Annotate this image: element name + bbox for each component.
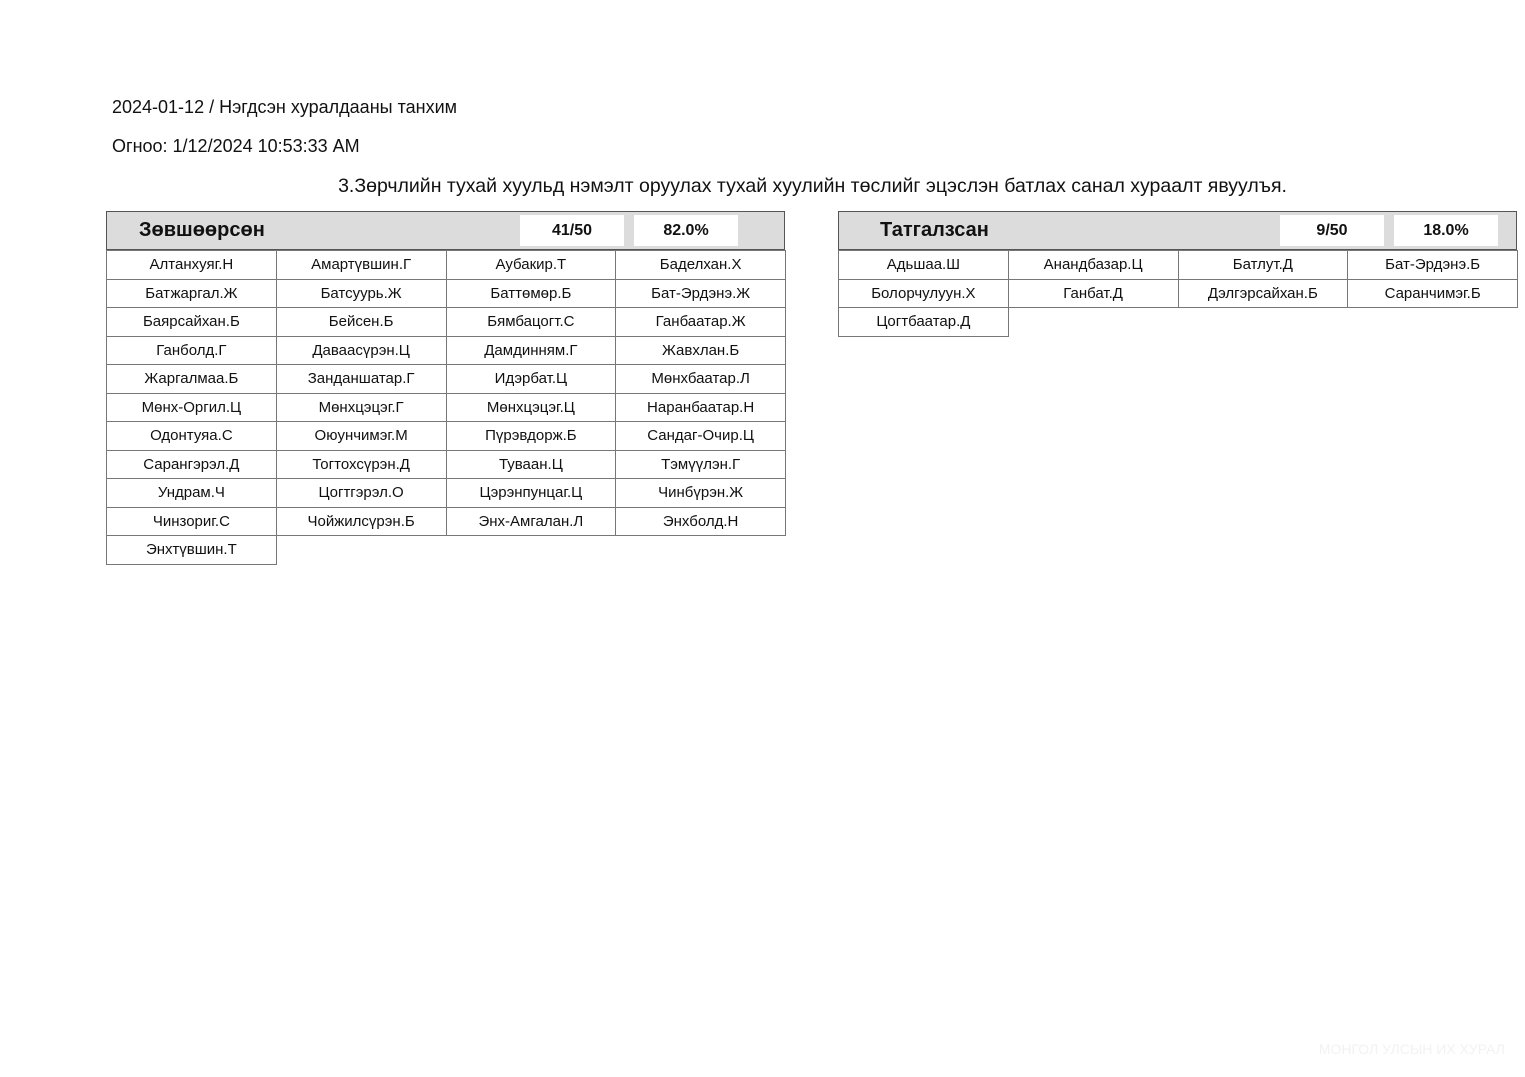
- member-name-cell: Энх-Амгалан.Л: [446, 507, 617, 537]
- member-name-cell: Туваан.Ц: [446, 450, 617, 480]
- member-name-cell: Саранчимэг.Б: [1347, 279, 1518, 309]
- member-name-cell: Бямбацогт.С: [446, 307, 617, 337]
- member-name-cell: Энхтүвшин.Т: [106, 535, 277, 565]
- member-name-cell: Пүрэвдорж.Б: [446, 421, 617, 451]
- member-name-cell: Дамдинням.Г: [446, 336, 617, 366]
- watermark: МОНГОЛ УЛСЫН ИХ ХУРАЛ: [1318, 1041, 1505, 1057]
- approved-count: 41/50: [520, 215, 624, 246]
- session-info: 2024-01-12 / Нэгдсэн хуралдааны танхим: [112, 97, 457, 117]
- approved-names-grid: [106, 250, 785, 565]
- member-name-cell: Аубакир.Т: [446, 250, 617, 280]
- member-name-cell: Оюунчимэг.М: [276, 421, 447, 451]
- member-name-cell: Батсуурь.Ж: [276, 279, 447, 309]
- member-name-cell: Баделхан.Х: [615, 250, 786, 280]
- member-name-cell: Батжаргал.Ж: [106, 279, 277, 309]
- member-name-cell: Чойжилсүрэн.Б: [276, 507, 447, 537]
- member-name-cell: Мөнхбаатар.Л: [615, 364, 786, 394]
- member-name-cell: Мөнхцэцэг.Г: [276, 393, 447, 423]
- member-name-cell: Дэлгэрсайхан.Б: [1178, 279, 1349, 309]
- member-name-cell: Чинзориг.С: [106, 507, 277, 537]
- member-name-cell: Ганбат.Д: [1008, 279, 1179, 309]
- member-name-cell: Амартүвшин.Г: [276, 250, 447, 280]
- member-name-cell: Тогтохсүрэн.Д: [276, 450, 447, 480]
- member-name-cell: Алтанхуяг.Н: [106, 250, 277, 280]
- member-name-cell: Жаргалмаа.Б: [106, 364, 277, 394]
- rejected-names-grid: [838, 250, 1517, 337]
- rejected-panel: [838, 211, 1517, 337]
- member-name-cell: Анандбазар.Ц: [1008, 250, 1179, 280]
- member-name-cell: Мөнх-Оргил.Ц: [106, 393, 277, 423]
- member-name-cell: Цэрэнпунцаг.Ц: [446, 478, 617, 508]
- member-name-cell: Даваасүрэн.Ц: [276, 336, 447, 366]
- member-name-cell: Энхболд.Н: [615, 507, 786, 537]
- member-name-cell: Бат-Эрдэнэ.Б: [1347, 250, 1518, 280]
- motion-title: 3.Зөрчлийн тухай хуульд нэмэлт оруулах тухай хуулийн төслийг эцэслэн батлах санал хураалт явуулъя.: [338, 175, 1287, 197]
- member-name-cell: Чинбүрэн.Ж: [615, 478, 786, 508]
- rejected-label: Татгалзсан: [880, 219, 989, 241]
- approved-panel: [106, 211, 785, 565]
- member-name-cell: Батлут.Д: [1178, 250, 1349, 280]
- member-name-cell: Баттөмөр.Б: [446, 279, 617, 309]
- member-name-cell: Занданшатар.Г: [276, 364, 447, 394]
- member-name-cell: Ганболд.Г: [106, 336, 277, 366]
- member-name-cell: Цогтбаатар.Д: [838, 307, 1009, 337]
- member-name-cell: Цогтгэрэл.О: [276, 478, 447, 508]
- member-name-cell: Жавхлан.Б: [615, 336, 786, 366]
- member-name-cell: Сарангэрэл.Д: [106, 450, 277, 480]
- rejected-percent: 18.0%: [1394, 215, 1498, 246]
- member-name-cell: Мөнхцэцэг.Ц: [446, 393, 617, 423]
- approved-label: Зөвшөөрсөн: [139, 219, 265, 241]
- member-name-cell: Идэрбат.Ц: [446, 364, 617, 394]
- member-name-cell: Адьшаа.Ш: [838, 250, 1009, 280]
- rejected-count: 9/50: [1280, 215, 1384, 246]
- member-name-cell: Ганбаатар.Ж: [615, 307, 786, 337]
- member-name-cell: Бат-Эрдэнэ.Ж: [615, 279, 786, 309]
- member-name-cell: Ундрам.Ч: [106, 478, 277, 508]
- approved-header: [106, 211, 785, 250]
- member-name-cell: Баярсайхан.Б: [106, 307, 277, 337]
- member-name-cell: Бейсен.Б: [276, 307, 447, 337]
- member-name-cell: Болорчулуун.Х: [838, 279, 1009, 309]
- member-name-cell: Тэмүүлэн.Г: [615, 450, 786, 480]
- rejected-header: [838, 211, 1517, 250]
- member-name-cell: Сандаг-Очир.Ц: [615, 421, 786, 451]
- member-name-cell: Наранбаатар.Н: [615, 393, 786, 423]
- vote-date: Огноо: 1/12/2024 10:53:33 AM: [112, 136, 360, 156]
- approved-percent: 82.0%: [634, 215, 738, 246]
- member-name-cell: Одонтуяа.С: [106, 421, 277, 451]
